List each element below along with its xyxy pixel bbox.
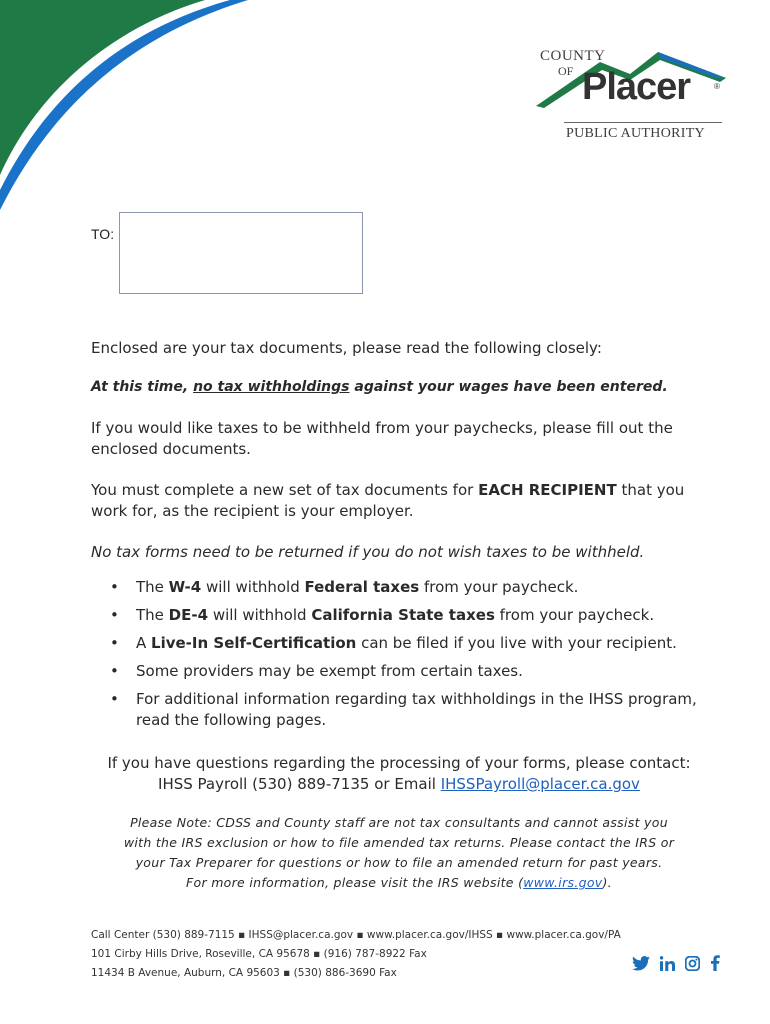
- contact-paragraph: [91, 753, 707, 795]
- bullet-bold: W-4: [168, 578, 202, 596]
- bullet-text: The: [136, 578, 169, 596]
- address-box: [119, 212, 363, 294]
- logo-of-text: OF: [558, 64, 574, 78]
- logo-county-text: COUNTY: [540, 48, 606, 64]
- bullet-text: The: [136, 606, 169, 624]
- withhold-paragraph: If you would like taxes to be withheld from your paychecks, please fill out the enclosed documents.: [91, 419, 673, 458]
- social-links: [632, 955, 720, 975]
- logo-divider: [564, 122, 722, 123]
- intro-paragraph: Enclosed are your tax documents, please read the following closely:: [91, 339, 602, 357]
- warning-post: against your wages have been entered.: [349, 379, 668, 395]
- bullet-bold: California State taxes: [311, 606, 495, 624]
- logo-subtitle: PUBLIC AUTHORITY: [566, 126, 705, 141]
- tax-form-list: [91, 577, 707, 731]
- payroll-email-link[interactable]: IHSSPayroll@placer.ca.gov: [440, 775, 640, 793]
- bullet-bold: Federal taxes: [304, 578, 420, 596]
- bullet-text: A: [136, 634, 152, 652]
- footer-contacts: Call Center (530) 889-7115 ▪ IHSS@placer.ca.gov ▪ www.placer.ca.gov/IHSS ▪ www.placer.ca.gov/PA: [91, 929, 621, 941]
- recipient-paragraph: [91, 480, 707, 522]
- footer-roseville-address: 101 Cirby Hills Drive, Roseville, CA 95678 ▪ (916) 787-8922 Fax: [91, 948, 427, 960]
- note-line: with the IRS exclusion or how to file amended tax returns. Please contact the IRS or: [123, 835, 675, 850]
- list-item: [136, 577, 707, 598]
- bullet-bold: DE-4: [168, 606, 209, 624]
- note-line: Please Note: CDSS and County staff are not tax consultants and cannot assist you: [130, 815, 668, 830]
- instagram-icon[interactable]: [685, 956, 700, 975]
- linkedin-icon[interactable]: [660, 956, 675, 975]
- recipient-post: that you work for, as the recipient is your employer.: [91, 481, 685, 520]
- recipient-pre: You must complete a new set of tax documents for: [91, 481, 479, 499]
- bullet-text: can be filed if you live with your recipient.: [356, 634, 677, 652]
- list-item: [136, 689, 707, 731]
- disclaimer-note: [91, 813, 707, 893]
- warning-paragraph: [91, 377, 707, 398]
- footer: [91, 926, 621, 983]
- twitter-icon[interactable]: [632, 956, 650, 975]
- to-label: TO:: [91, 226, 115, 242]
- bullet-bold: Live-In Self-Certification: [151, 634, 357, 652]
- county-logo: [530, 44, 730, 144]
- list-item: [136, 605, 707, 626]
- list-item: [136, 633, 707, 654]
- logo-registered-mark: ®: [714, 82, 720, 91]
- contact-line-2: IHSS Payroll (530) 889-7135 or Email: [158, 775, 441, 793]
- letter-body: [91, 338, 707, 893]
- bullet-text: will withhold: [208, 606, 312, 624]
- footer-auburn-address: 11434 B Avenue, Auburn, CA 95603 ▪ (530) 886-3690 Fax: [91, 967, 397, 979]
- list-item: [136, 661, 707, 682]
- note-line: For more information, please visit the IRS website (: [186, 875, 524, 890]
- bullet-text: Some providers may be exempt from certain taxes.: [136, 662, 523, 680]
- warning-underlined: no tax withholdings: [193, 379, 350, 395]
- facebook-icon[interactable]: [710, 955, 720, 975]
- bullet-text: will withhold: [201, 578, 305, 596]
- bullet-text: For additional information regarding tax withholdings in the IHSS program, read the following pages.: [136, 690, 697, 729]
- no-forms-paragraph: No tax forms need to be returned if you do not wish taxes to be withheld.: [91, 543, 645, 561]
- warning-pre: At this time,: [91, 379, 194, 395]
- logo-placer-text: Placer: [582, 66, 691, 108]
- recipient-bold: EACH RECIPIENT: [478, 481, 617, 499]
- corner-swoosh-graphic: [0, 0, 250, 220]
- note-line: your Tax Preparer for questions or how to file an amended return for past years.: [135, 855, 663, 870]
- bullet-text: from your paycheck.: [494, 606, 655, 624]
- contact-line-1: If you have questions regarding the processing of your forms, please contact:: [107, 754, 691, 772]
- bullet-text: from your paycheck.: [419, 578, 579, 596]
- irs-website-link[interactable]: www.irs.gov: [523, 875, 603, 890]
- note-line-end: ).: [602, 875, 612, 890]
